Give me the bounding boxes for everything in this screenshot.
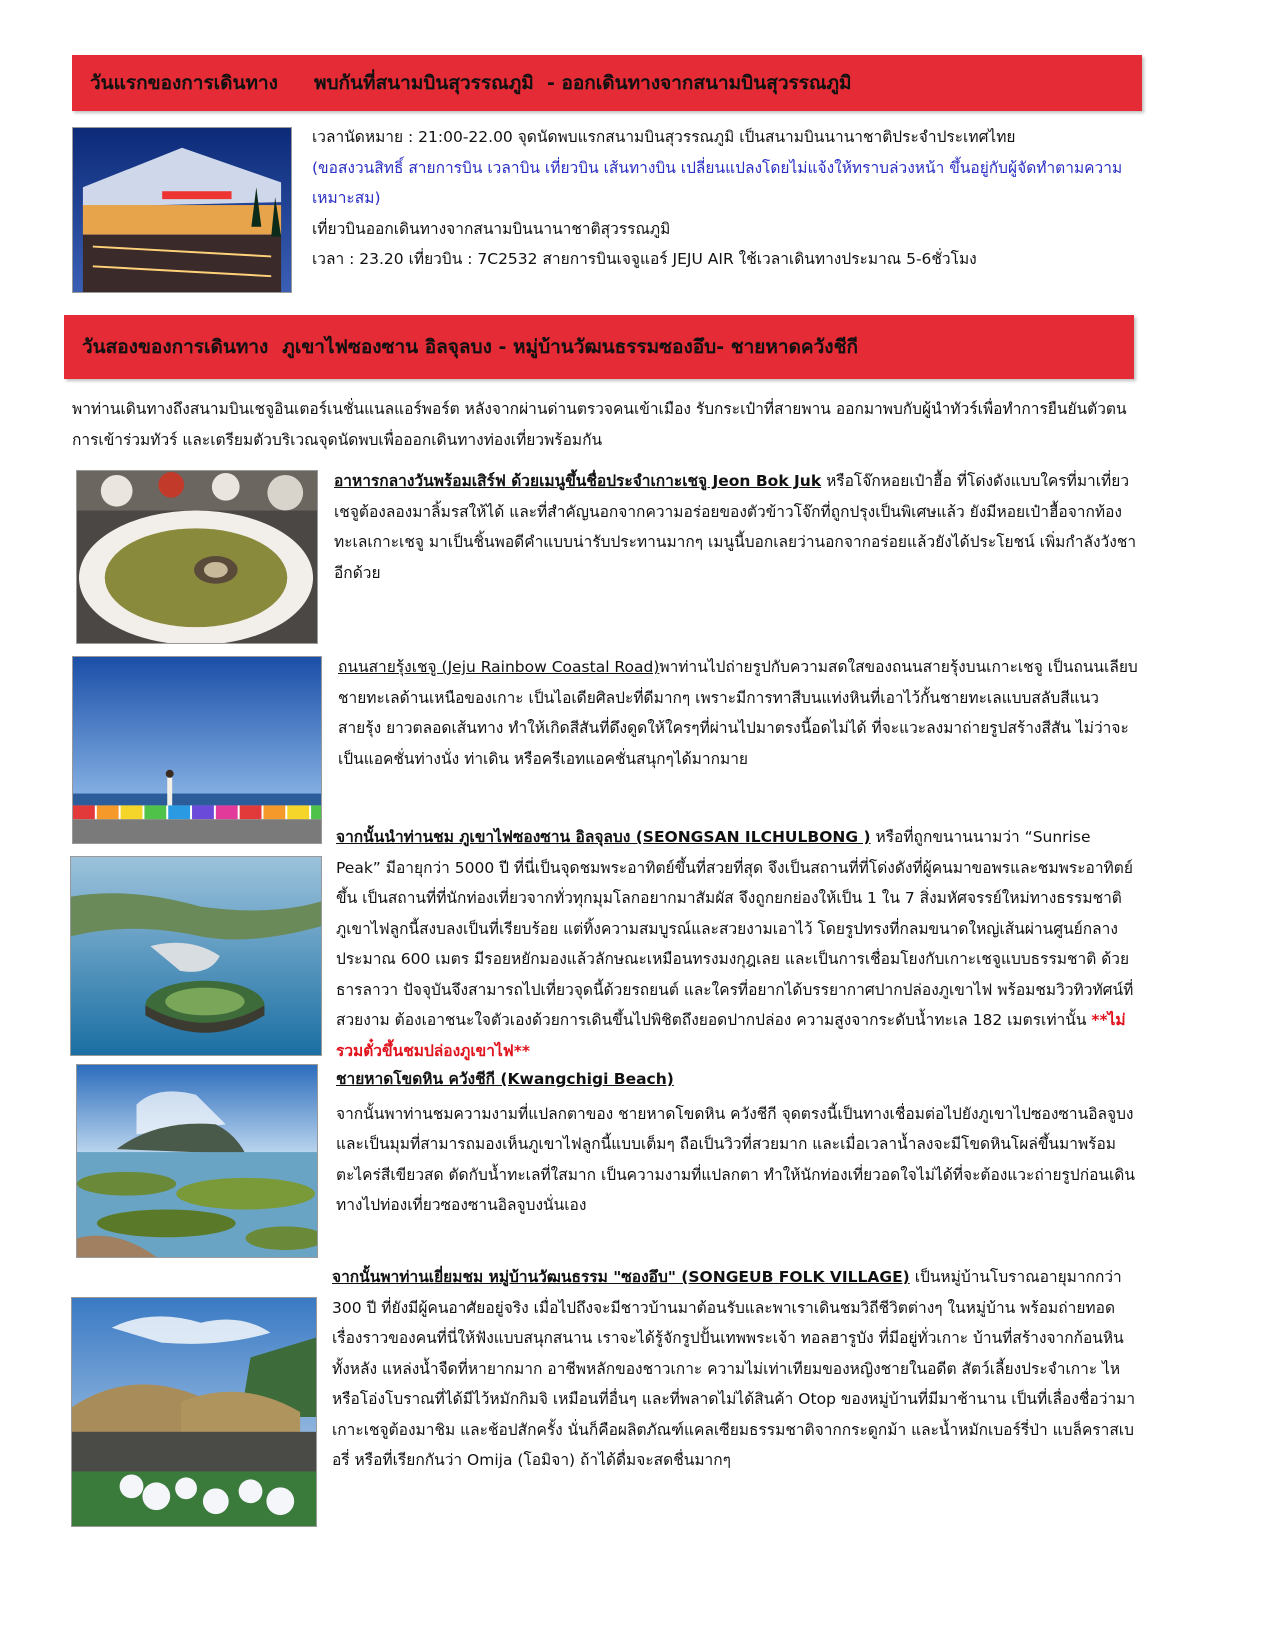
rainbow-heading: ถนนสายรุ้งเชจู (Jeju Rainbow Coastal Road) — [338, 658, 660, 676]
airport-photo — [72, 127, 292, 293]
flight-info: เวลา : 23.20 เที่ยวบิน : 7C2532 สายการบินเจจูแอร์ JEJU AIR ใช้เวลาเดินทางประมาณ 5-6ชั่วโมง — [312, 250, 977, 268]
lunch-heading: อาหารกลางวันพร้อมเสิร์ฟ ด้วยเมนูขึ้นชื่อประจำเกาะเชจู Jeon Bok Juk — [334, 472, 822, 490]
beach-text: จากนั้นพาท่านชมความงามที่แปลกตาของ ชายหาดโขดหิน ควังชีกี จุดตรงนี้เป็นทางเชื่อมต่อไปยังภูเขาไปซองซานอิลจูบง และเป็นมุมที่สามารถมองเห็นภูเขาไฟลูกนี้แบบเต็มๆ ถือเป็นวิวที่สวยมาก และเมื่อเวลาน้ำลงจะมีโขดหินโผล่ขึ้นมาพร้อมตะไคร่สีเขียวสด ตัดกับน้ำทะเลที่ใสมาก เป็นความงามที่แปลกตา ทำให้นักท่องเที่ยวอดใจไม่ได้ที่จะต้องแวะถ่ายรูปก่อนเดินทางไปท่องเที่ยวซองซานอิลจูบงนั่นเอง — [336, 1104, 1135, 1214]
meeting-time: เวลานัดหมาย : 21:00-22.00 จุดนัดพบแรกสนามบินสุวรรณภูมิ เป็นสนามบินนานาชาติประจำประเทศไทย — [312, 128, 1016, 146]
day1-header-day: วันแรกของการเดินทาง — [90, 72, 278, 94]
seongsan-note: **ไม่รวมตั๋วขึ้นชมปล่องภูเขาไฟ** — [336, 1011, 1126, 1060]
day1-header-route: พบกันที่สนามบินสุวรรณภูมิ - ออกเดินทางจากสนามบินสุวรรณภูมิ — [313, 72, 852, 94]
kwangchigi-beach-photo — [76, 1064, 318, 1258]
lunch-section — [334, 466, 1140, 588]
rainbow-section — [338, 652, 1140, 774]
lunch-text: หรือโจ๊กหอยเป๋าฮื้อ ที่โด่งดังแบบใครที่มาเที่ยวเชจูต้องลองมาลิ้มรสให้ได้ และที่สำคัญนอกจากความอร่อยของตัวข้าวโจ๊กที่ถูกปรุงเป็นพิเศษแล้ว ยังมีหอยเป๋าฮื้อจากท้องทะเลเกาะเชจู มาเป็นชิ้นพอดีคำแบบน่ารับประทานมากๆ เมนูนี้บอกเลยว่านอกจากอร่อยแล้วยังได้ประโยชน์ เพิ่มกำลังวังชาอีกด้วย — [334, 472, 1137, 582]
seongsan-section — [336, 822, 1140, 1066]
disclaimer: (ขอสงวนสิทธิ์ สายการบิน เวลาบิน เที่ยวบิน เส้นทางบิน เปลี่ยนแปลงโดยไม่แจ้งให้ทราบล่วงหน้า ขึ้นอยู่กับผู้จัดทำตามความเหมาะสม) — [312, 158, 1123, 207]
day2-header-route: ภูเขาไฟซองซาน อิลจุลบง - หมู่บ้านวัฒนธรรมซองอึบ- ชายหาดควังชีกี — [282, 336, 858, 358]
intro-text: พาท่านเดินทางถึงสนามบินเชจูอินเตอร์เนชั่นแนลแอร์พอร์ต หลังจากผ่านด่านตรวจคนเข้าเมือง รับกระเป๋าที่สายพาน ออกมาพบกับผู้นำทัวร์เพื่อทำการยืนยันตัวตน การเข้าร่วมทัวร์ และเตรียมตัวบริเวณจุดนัดพบเพื่อออกเดินทางท่องเที่ยวพร้อมกัน — [72, 400, 1127, 449]
village-section — [332, 1262, 1140, 1476]
rainbow-text: พาท่านไปถ่ายรูปกับความสดใสของถนนสายรุ้งบนเกาะเชจู เป็นถนนเลียบชายทะเลด้านเหนือของเกาะ เป็นไอเดียศิลปะที่ดีมากๆ เพราะมีการทาสีบนแท่งหินที่เอาไว้กั้นชายทะเลแบบสลับสีแนวสายรุ้ง ยาวตลอดเส้นทาง ทำให้เกิดสีสันที่ดึงดูดให้ใครๆที่ผ่านไปมาตรงนี้อดไม่ได้ ที่จะแวะลงมาถ่ายรูปสร้างสีสัน ไม่ว่าจะเป็นแอคชั่นท่างนั่ง ท่าเดิน หรือครีเอทแอคชั่นสนุกๆได้มากมาย — [338, 658, 1138, 768]
seongsan-text: หรือที่ถูกขนานนามว่า “Sunrise Peak” มีอายุกว่า 5000 ปี ที่นี่เป็นจุดชมพระอาทิตย์ขึ้นที่สวยที่สุด จึงเป็นสถานที่ที่โด่งดังที่ผู้คนมาขอพรและชมพระอาทิตย์ขึ้น เป็นสถานที่ที่นักท่องเที่ยวจากทั่วทุกมุมโลกอยากมาสัมผัส จึงถูกยกย่องให้เป็น 1 ใน 7 สิ่งมหัศจรรย์ใหม่ทางธรรมชาติ ภูเขาไฟลูกนี้สงบลงเป็นที่เรียบร้อย แต่ทิ้งความสมบูรณ์และสวยงามเอาไว้ โดยรูปทรงที่กลมขนาดใหญ่เส้นผ่านศูนย์กลางประมาณ 600 เมตร มีรอยหยักมองแล้วลักษณะเหมือนทรงมงกุฎเลย และเป็นการเชื่อมโยงกับเกาะเชจูแบบธรรมชาติ ด้วยธารลาวา ปัจจุบันจึงสามารถไปเที่ยวจุดนี้ด้วยรถยนต์ และใครที่อยากได้บรรยากาศปากปล่องภูเขาไฟ พร้อมชมวิวทิวทัศน์ที่สวยงาม ต้องเอาชนะใจตัวเองด้วยการเดินขึ้นไปพิชิตถึงยอดปากปล่อง ความสูงจากระดับน้ำทะเล 182 เมตรเท่านั้น — [336, 828, 1134, 1029]
day2-header — [64, 315, 1134, 379]
beach-section — [336, 1064, 1140, 1221]
abalone-porridge-photo — [76, 470, 318, 644]
village-heading: จากนั้นพาท่านเยี่ยมชม หมู่บ้านวัฒนธรรม "ซองอึบ" (SONGEUB FOLK VILLAGE) — [332, 1268, 910, 1286]
departure: เที่ยวบินออกเดินทางจากสนามบินนานาชาติสุวรรณภูมิ — [312, 219, 671, 238]
day1-details — [312, 122, 1142, 275]
village-text: เป็นหมู่บ้านโบราณอายุมากกว่า 300 ปี ที่ยังมีผู้คนอาศัยอยู่จริง เมื่อไปถึงจะมีชาวบ้านมาต้อนรับและพาเราเดินชมวิถีชีวิตต่างๆ ในหมู่บ้าน พร้อมถ่ายทอดเรื่องราวของคนที่นี่ให้ฟังแบบสนุกสนาน เราจะได้รู้จักรูปปั้นเทพพระเจ้า ทอลฮารูบัง ที่มีอยู่ทั่วเกาะ บ้านที่สร้างจากก้อนหินทั้งหลัง แหล่งน้ำจืดที่หายากมาก อาชีพหลักของชาวเกาะ ความไม่เท่าเทียมของหญิงชายในอดีต สัตว์เลี้ยงประจำเกาะ ไหหรือโอ่งโบราณที่ได้มีไว้หมักกิมจิ เหมือนที่อื่นๆ และที่พลาดไม่ได้สินค้า Otop ของหมู่บ้านที่มีมาช้านาน เป็นที่เลื่องชื่อว่ามาเกาะเชจูต้องมาชิม และช้อปสักครั้ง นั่นก็คือผลิตภัณฑ์แคลเซียมธรรมชาติจากกระดูกม้า และน้ำหมักเบอร์รี่ป่า แบล็คราสเบอรี่ หรือที่เรียกกันว่า Omija (โอมิจา) ถ้าได้ดื่มจะสดชื่นมากๆ — [332, 1268, 1136, 1469]
day2-intro — [72, 394, 1142, 455]
beach-heading: ชายหาดโขดหิน ควังชีกี (Kwangchigi Beach) — [336, 1070, 674, 1088]
day2-header-day: วันสองของการเดินทาง — [82, 336, 269, 358]
folk-village-photo — [71, 1297, 317, 1527]
day1-header — [72, 55, 1142, 111]
seongsan-heading: จากนั้นนำท่านชม ภูเขาไฟซองซาน อิลจุลบง (SEONGSAN ILCHULBONG ) — [336, 828, 871, 846]
rainbow-road-photo — [72, 656, 322, 844]
seongsan-aerial-photo — [70, 856, 322, 1056]
